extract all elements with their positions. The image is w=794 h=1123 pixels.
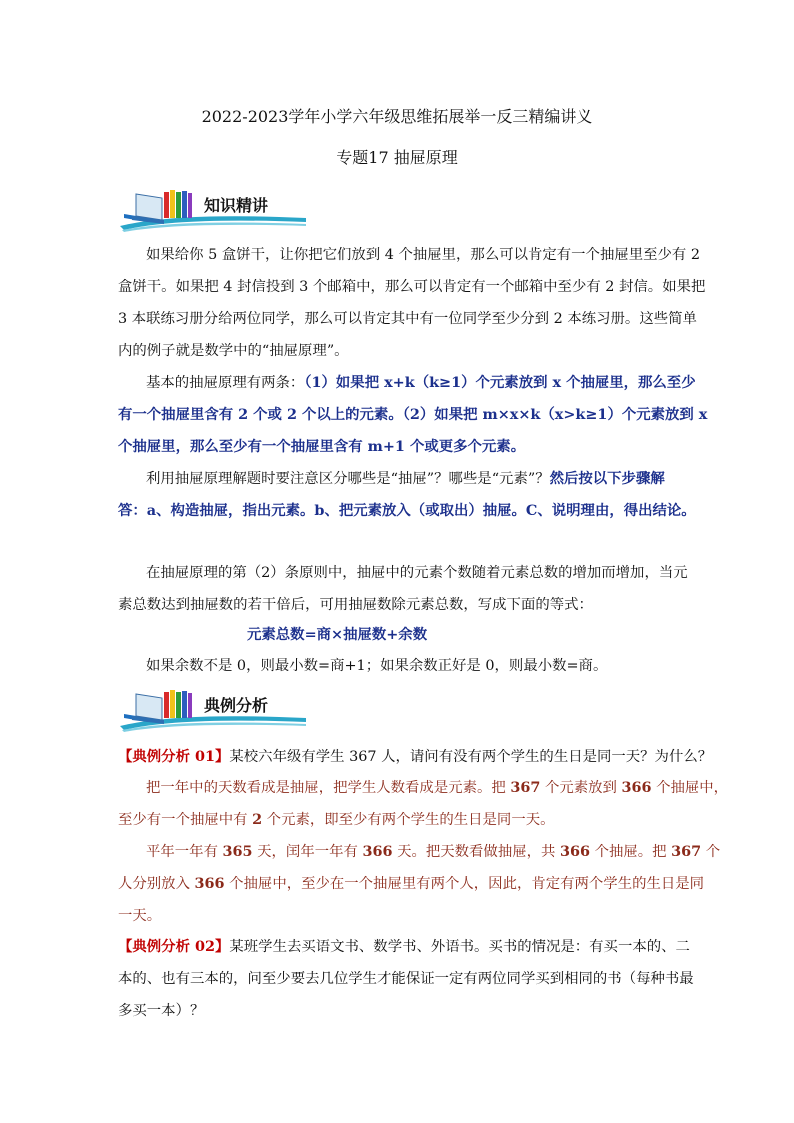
- number: 366: [194, 875, 225, 892]
- answer-line: [118, 874, 704, 894]
- section-heading-examples: [118, 686, 308, 734]
- answer-line: [146, 778, 728, 798]
- example-label: 【典例分析 01】: [118, 748, 230, 765]
- text-run: 个元素放到: [540, 780, 622, 796]
- question-line: 本的、也有三本的，问至少要去几位学生才能保证一定有两位同学买到相同的书（每种书最: [118, 971, 694, 987]
- answer-line: 一天。: [118, 908, 162, 924]
- paragraph-line: 在抽屉原理的第（2）条原则中，抽屉中的元素个数随着元素总数的增加而增加，当元: [146, 565, 688, 581]
- text-run: 个元素，即至少有两个学生的生日是同一天。: [262, 812, 555, 828]
- document-title: 2022-2023学年小学六年级思维拓展举一反三精编讲义: [201, 107, 593, 126]
- principle-text: （1）如果把 x+k（k≥1）个元素放到 x 个抽屉里，那么至少: [304, 374, 696, 391]
- text-run: 至少有一个抽屉中有: [118, 812, 253, 828]
- paragraph-line: [146, 469, 665, 489]
- steps-text: 答：a、构造抽屉，指出元素。b、把元素放入（或取出）抽屉。C、说明理由，得出结论。: [118, 502, 696, 519]
- text-run: 人分别放入: [118, 876, 195, 892]
- example-question: [118, 747, 712, 767]
- example-label: 【典例分析 02】: [118, 938, 230, 955]
- answer-line: [146, 842, 720, 862]
- text-run: 天，闰年一年有: [252, 844, 363, 860]
- paragraph-line: 如果给你 5 盒饼干，让你把它们放到 4 个抽屉里，那么可以肯定有一个抽屉里至少有 2: [146, 247, 701, 263]
- document-subtitle: 专题17 抽屉原理: [336, 148, 458, 167]
- paragraph-line: 素总数达到抽屉数的若干倍后，可用抽屉数除元素总数，写成下面的等式：: [118, 597, 593, 613]
- number: 365: [222, 843, 253, 860]
- question-line: 多买一本）？: [118, 1003, 205, 1019]
- number: 366: [559, 843, 591, 860]
- section-heading-knowledge: [118, 186, 308, 234]
- number: 367: [510, 779, 541, 796]
- text-run: 个抽屉。把: [590, 844, 672, 860]
- text-run: 个抽屉中，至少在一个抽屉里有两个人，因此，肯定有两个学生的生日是同: [224, 876, 705, 892]
- question-text: 某校六年级有学生 367 人，请问有没有两个学生的生日是同一天？为什么？: [229, 749, 713, 765]
- formula: 元素总数=商×抽屉数+余数: [247, 626, 428, 643]
- section-heading-label: 典例分析: [204, 696, 269, 715]
- text-run: 个: [701, 844, 721, 860]
- text-run: 利用抽屉原理解题时要注意区分哪些是“抽屉”？哪些是“元素”？: [146, 471, 550, 487]
- section-heading-label: 知识精讲: [204, 196, 269, 215]
- text-run: 个抽屉中，: [651, 780, 729, 796]
- paragraph-line: 如果余数不是 0，则最小数=商+1；如果余数正好是 0，则最小数=商。: [146, 658, 608, 674]
- question-text: 某班学生去买语文书、数学书、外语书。买书的情况是：有买一本的、二: [229, 939, 690, 955]
- number: 367: [671, 843, 702, 860]
- principle-text: 个抽屉里，那么至少有一个抽屉里含有 m+1 个或更多个元素。: [118, 438, 526, 455]
- example-question: [118, 937, 690, 957]
- text-run: 天。把天数看做抽屉，共: [392, 844, 560, 860]
- paragraph-line: 盒饼干。如果把 4 封信投到 3 个邮箱中，那么可以肯定有一个邮箱中至少有 2 封信。如果把: [118, 279, 706, 295]
- steps-text: 然后按以下步骤解: [549, 470, 665, 487]
- text-run: 把一年中的天数看成是抽屉，把学生人数看成是元素。把: [146, 780, 511, 796]
- number: 366: [621, 779, 652, 796]
- number: 366: [362, 843, 393, 860]
- number: 2: [252, 811, 263, 828]
- text-run: 平年一年有: [146, 844, 223, 860]
- paragraph-line: 3 本联练习册分给两位同学，那么可以肯定其中有一位同学至少分到 2 本练习册。这些简单: [118, 311, 697, 327]
- answer-line: [118, 810, 555, 830]
- paragraph-line: [146, 373, 696, 393]
- paragraph-line: 内的例子就是数学中的“抽屉原理”。: [118, 343, 349, 359]
- text-run: 基本的抽屉原理有两条：: [146, 375, 305, 391]
- principle-text: 有一个抽屉里含有 2 个或 2 个以上的元素。（2）如果把 m×x×k（x>k≥1）个元素放到 x: [118, 406, 708, 423]
